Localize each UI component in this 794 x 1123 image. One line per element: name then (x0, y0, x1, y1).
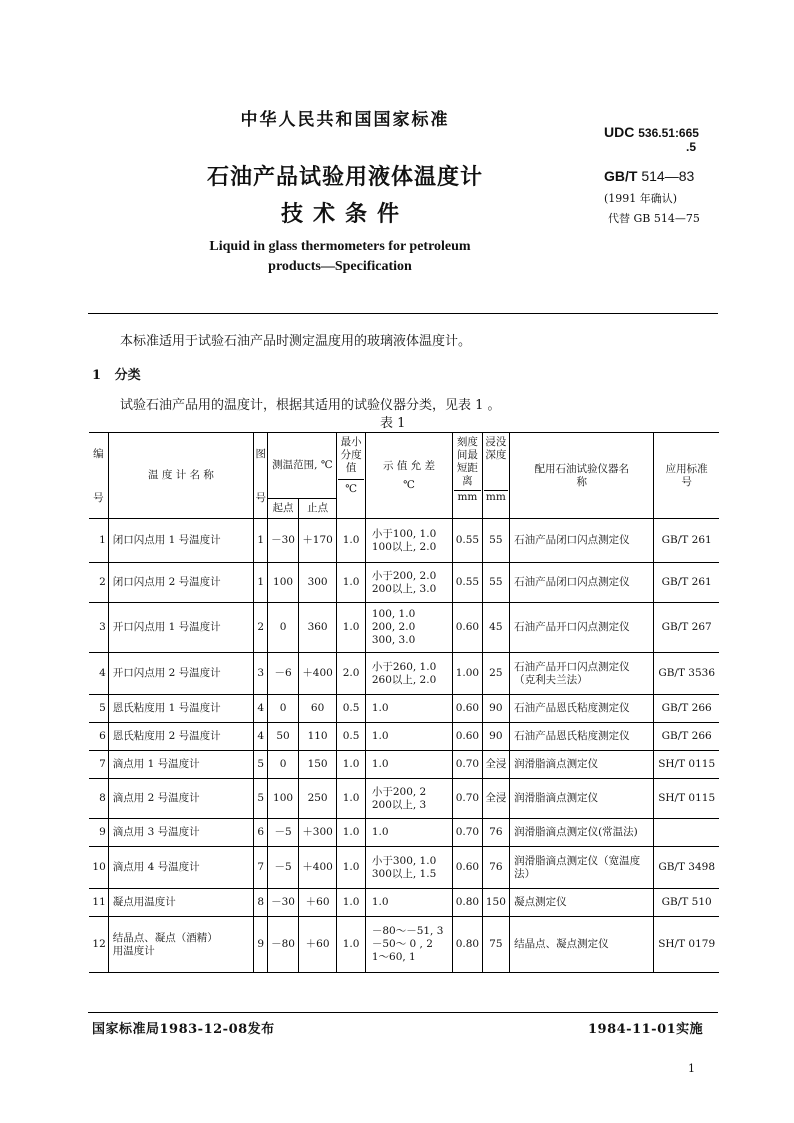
tolerance: －80～－51, 3 －50～ 0 , 2 1～60, 1 (365, 917, 452, 973)
table-row (89, 751, 719, 779)
thermometer-name: 滴点用 2 号温度计 (108, 779, 253, 819)
tolerance: 1.0 (365, 819, 452, 847)
scale-distance: 0.60 (453, 847, 482, 889)
apparatus: 润滑脂滴点测定仪（宽温度法） (510, 847, 654, 889)
table-row (89, 889, 719, 917)
scope-paragraph: 本标准适用于试验石油产品时测定温度用的玻璃液体温度计。 (120, 334, 472, 349)
thermometer-name: 结晶点、凝点（酒精） 用温度计 (108, 917, 253, 973)
english-title (150, 237, 530, 277)
immersion-depth: 45 (482, 603, 509, 653)
min-division: 1.0 (337, 917, 365, 973)
figure-number: 1 (254, 563, 268, 603)
table-row (89, 917, 719, 973)
table-row (89, 653, 719, 695)
range-start: 0 (268, 603, 298, 653)
apparatus: 结晶点、凝点测定仪 (510, 917, 654, 973)
thermometer-name: 滴点用 4 号温度计 (108, 847, 253, 889)
thermometer-name: 恩氏粘度用 1 号温度计 (108, 695, 253, 723)
udc-number: 536.51:665 (638, 126, 699, 140)
tolerance: 1.0 (365, 695, 452, 723)
standard-prefix: GB/T (604, 168, 638, 184)
row-number: 7 (89, 751, 108, 779)
thermometer-table (89, 432, 719, 973)
figure-number: 8 (254, 889, 268, 917)
immersion-depth: 55 (482, 519, 509, 563)
tolerance: 小于300, 1.0 300以上, 1.5 (365, 847, 452, 889)
table-row (89, 603, 719, 653)
section-heading: 1 分类 (92, 368, 141, 383)
immersion-depth: 90 (482, 695, 509, 723)
table-caption: 表 1 (380, 416, 406, 431)
scale-distance: 0.60 (453, 603, 482, 653)
national-standard-heading: 中华人民共和国国家标准 (240, 110, 450, 130)
table-row (89, 723, 719, 751)
header-scale-label: 刻度间最短距离 (456, 436, 478, 487)
replaces-note: 代替 GB 514—75 (608, 212, 700, 225)
header-name: 温 度 计 名 称 (108, 433, 253, 519)
standard-number: GB/T 267 (654, 603, 719, 653)
scale-distance: 0.70 (453, 751, 482, 779)
table-row (89, 519, 719, 563)
udc-suffix: .5 (686, 140, 697, 154)
header-start: 起点 (268, 499, 298, 519)
table-row (89, 779, 719, 819)
standard-number: GB/T 3536 (654, 653, 719, 695)
scale-distance: 0.55 (453, 563, 482, 603)
thermometer-name: 凝点用温度计 (108, 889, 253, 917)
figure-number: 1 (254, 519, 268, 563)
apparatus: 石油产品闭口闪点测定仪 (510, 519, 654, 563)
row-number: 12 (89, 917, 108, 973)
range-start: 100 (268, 563, 298, 603)
header-fig: 图 号 (254, 433, 268, 519)
range-end: ＋170 (298, 519, 337, 563)
thermometer-name: 恩氏粘度用 2 号温度计 (108, 723, 253, 751)
tolerance: 小于260, 1.0 260以上, 2.0 (365, 653, 452, 695)
range-start: －5 (268, 819, 298, 847)
range-end: 110 (298, 723, 337, 751)
tolerance: 100, 1.0 200, 2.0 300, 3.0 (365, 603, 452, 653)
min-division: 1.0 (337, 889, 365, 917)
figure-number: 5 (254, 779, 268, 819)
range-end: 150 (298, 751, 337, 779)
header-tolerance-label: 示 值 允 差 (383, 459, 436, 472)
header-tolerance (365, 433, 452, 519)
immersion-depth: 76 (482, 819, 509, 847)
row-number: 11 (89, 889, 108, 917)
header-division-label: 最小分度值 (340, 436, 362, 474)
standard-number: SH/T 0179 (654, 917, 719, 973)
range-start: －30 (268, 519, 298, 563)
figure-number: 3 (254, 653, 268, 695)
standard-number: GB/T 266 (654, 695, 719, 723)
row-number: 2 (89, 563, 108, 603)
scale-distance: 0.70 (453, 819, 482, 847)
min-division: 1.0 (337, 779, 365, 819)
header-immersion (482, 433, 509, 519)
immersion-depth: 76 (482, 847, 509, 889)
figure-number: 9 (254, 917, 268, 973)
table-row (89, 819, 719, 847)
scale-distance: 0.60 (453, 723, 482, 751)
range-start: 50 (268, 723, 298, 751)
range-end: ＋60 (298, 889, 337, 917)
thermometer-name: 滴点用 3 号温度计 (108, 819, 253, 847)
range-start: －30 (268, 889, 298, 917)
apparatus: 石油产品恩氏粘度测定仪 (510, 723, 654, 751)
standard-number: GB/T 266 (654, 723, 719, 751)
header-scale-unit: mm (454, 490, 480, 504)
row-number: 10 (89, 847, 108, 889)
thermometer-name: 闭口闪点用 2 号温度计 (108, 563, 253, 603)
scale-distance: 0.80 (453, 917, 482, 973)
issue-date: 国家标准局1983-12-08发布 (92, 1022, 275, 1037)
thermometer-name: 闭口闪点用 1 号温度计 (108, 519, 253, 563)
immersion-depth: 25 (482, 653, 509, 695)
figure-number: 7 (254, 847, 268, 889)
min-division: 1.0 (337, 847, 365, 889)
apparatus: 润滑脂滴点测定仪(常温法) (510, 819, 654, 847)
figure-number: 4 (254, 695, 268, 723)
document-subtitle: 技术条件 (280, 201, 409, 227)
udc-code (604, 124, 699, 140)
range-end: ＋60 (298, 917, 337, 973)
range-end: ＋300 (298, 819, 337, 847)
standard-number: GB/T 261 (654, 563, 719, 603)
thermometer-name: 开口闪点用 2 号温度计 (108, 653, 253, 695)
implementation-date: 1984-11-01实施 (588, 1022, 704, 1037)
range-end: 360 (298, 603, 337, 653)
thermometer-name: 开口闪点用 1 号温度计 (108, 603, 253, 653)
section-paragraph: 试验石油产品用的温度计，根据其适用的试验仪器分类，见表 1 。 (120, 398, 501, 413)
range-start: －80 (268, 917, 298, 973)
header-no: 编 号 (89, 433, 108, 519)
range-start: －6 (268, 653, 298, 695)
range-end: ＋400 (298, 847, 337, 889)
immersion-depth: 90 (482, 723, 509, 751)
immersion-depth: 全浸 (482, 779, 509, 819)
scale-distance: 0.70 (453, 779, 482, 819)
header-end: 止点 (298, 499, 337, 519)
table-row (89, 695, 719, 723)
row-number: 9 (89, 819, 108, 847)
standard-number (654, 819, 719, 847)
range-end: ＋400 (298, 653, 337, 695)
range-end: 60 (298, 695, 337, 723)
table-row (89, 847, 719, 889)
standard-code: 514—83 (641, 168, 695, 184)
scale-distance: 0.55 (453, 519, 482, 563)
row-number: 5 (89, 695, 108, 723)
apparatus: 凝点测定仪 (510, 889, 654, 917)
figure-number: 5 (254, 751, 268, 779)
header-tolerance-unit: ℃ (403, 478, 415, 491)
apparatus: 石油产品开口闪点测定仪 （克利夫兰法） (510, 653, 654, 695)
min-division: 2.0 (337, 653, 365, 695)
header-apparatus: 配用石油试验仪器名 称 (510, 433, 654, 519)
tolerance: 小于100, 1.0 100以上, 2.0 (365, 519, 452, 563)
english-title-line1: Liquid in glass thermometers for petroleum (209, 239, 471, 254)
standard-number: GB/T 3498 (654, 847, 719, 889)
range-start: －5 (268, 847, 298, 889)
immersion-depth: 全浸 (482, 751, 509, 779)
tolerance: 1.0 (365, 889, 452, 917)
udc-label: UDC (604, 124, 635, 140)
header-division (337, 433, 365, 519)
english-title-line2: products—Specification (268, 259, 412, 274)
min-division: 1.0 (337, 751, 365, 779)
apparatus: 润滑脂滴点测定仪 (510, 751, 654, 779)
figure-number: 4 (254, 723, 268, 751)
range-end: 300 (298, 563, 337, 603)
min-division: 1.0 (337, 603, 365, 653)
apparatus: 石油产品恩氏粘度测定仪 (510, 695, 654, 723)
row-number: 8 (89, 779, 108, 819)
footer-divider (88, 1012, 718, 1013)
range-start: 0 (268, 695, 298, 723)
row-number: 6 (89, 723, 108, 751)
standard-number: SH/T 0115 (654, 779, 719, 819)
apparatus: 石油产品闭口闪点测定仪 (510, 563, 654, 603)
standard-number: GB/T 261 (654, 519, 719, 563)
scale-distance: 0.60 (453, 695, 482, 723)
standard-number: GB/T 510 (654, 889, 719, 917)
tolerance: 1.0 (365, 751, 452, 779)
scale-distance: 1.00 (453, 653, 482, 695)
range-start: 100 (268, 779, 298, 819)
tolerance: 小于200, 2 200以上, 3 (365, 779, 452, 819)
header-division-unit: ℃ (338, 479, 363, 496)
scale-distance: 0.80 (453, 889, 482, 917)
immersion-depth: 75 (482, 917, 509, 973)
standard-number: SH/T 0115 (654, 751, 719, 779)
page-number: 1 (688, 1062, 695, 1075)
immersion-depth: 150 (482, 889, 509, 917)
row-number: 3 (89, 603, 108, 653)
confirmation-note: (1991 年确认) (604, 192, 678, 205)
header-standard: 应用标准号 (654, 433, 719, 519)
header-immersion-label: 浸没深度 (485, 436, 507, 461)
min-division: 1.0 (337, 563, 365, 603)
thermometer-name: 滴点用 1 号温度计 (108, 751, 253, 779)
tolerance: 小于200, 2.0 200以上, 3.0 (365, 563, 452, 603)
min-division: 0.5 (337, 695, 365, 723)
table-row (89, 563, 719, 603)
row-number: 4 (89, 653, 108, 695)
min-division: 1.0 (337, 519, 365, 563)
standard-number (604, 168, 694, 184)
min-division: 0.5 (337, 723, 365, 751)
document-title: 石油产品试验用液体温度计 (206, 164, 483, 190)
apparatus: 润滑脂滴点测定仪 (510, 779, 654, 819)
figure-number: 6 (254, 819, 268, 847)
header-scale-length (453, 433, 482, 519)
immersion-depth: 55 (482, 563, 509, 603)
apparatus: 石油产品开口闪点测定仪 (510, 603, 654, 653)
row-number: 1 (89, 519, 108, 563)
header-range: 测温范围, ℃ (268, 433, 337, 499)
header-divider (88, 313, 718, 314)
min-division: 1.0 (337, 819, 365, 847)
range-end: 250 (298, 779, 337, 819)
range-start: 0 (268, 751, 298, 779)
figure-number: 2 (254, 603, 268, 653)
header-immersion-unit: mm (484, 490, 508, 504)
tolerance: 1.0 (365, 723, 452, 751)
